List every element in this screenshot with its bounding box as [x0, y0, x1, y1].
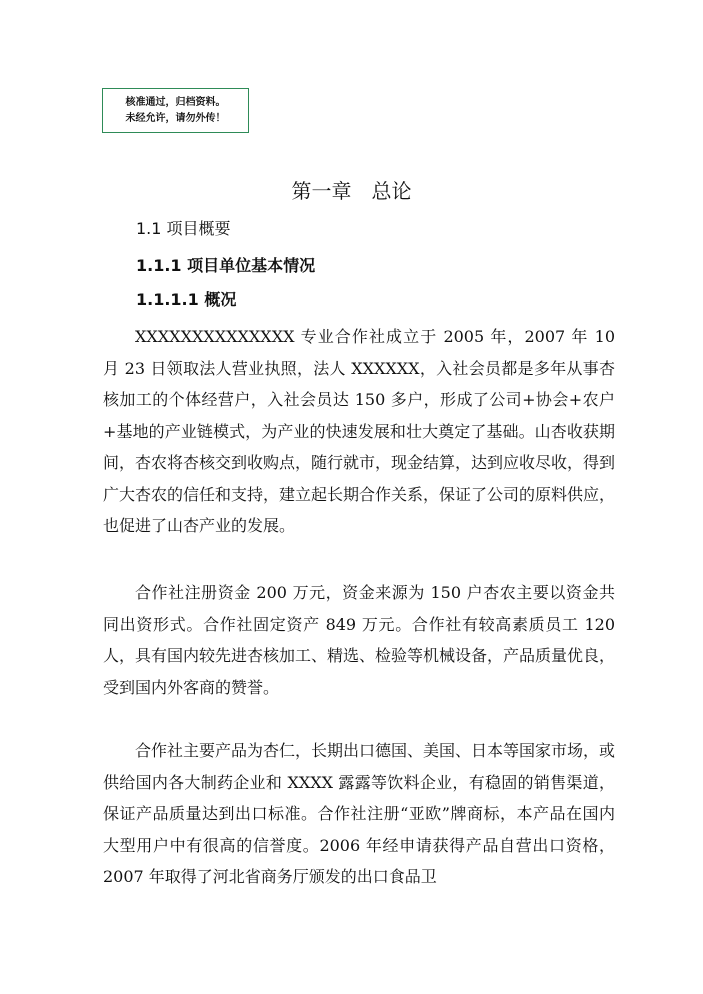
stamp-line-2: 未经允许，请勿外传！: [125, 113, 226, 124]
approval-stamp: [102, 88, 249, 133]
section-heading-1-1-1: 1.1.1 项目单位基本情况: [136, 256, 316, 275]
stamp-line-1: 核准通过，归档资料。: [125, 97, 226, 108]
paragraph-text: 合作社注册资金 200 万元，资金来源为 150 户杏农主要以资金共同出资形式。合作社固定资产 849 万元。合作社有较高素质员工 120 人，具有国内较先进杏核加工、精选、检验等机械设备，产品质量优良，受到国内外客商的赞誉。: [103, 583, 616, 697]
paragraph-text: 合作社主要产品为杏仁，长期出口德国、美国、日本等国家市场，或供给国内各大制药企业和 XXXX 露露等饮料企业，有稳固的销售渠道，保证产品质量达到出口标准。合作社注册“亚欧”牌商标，本产品在国内大型用户中有很高的信誉度。2006 年经申请获得产品自营出口资格，2007 年取得了河北省商务厅颁发的出口食品卫: [103, 741, 616, 886]
chapter-title: 第一章 总论: [291, 179, 412, 203]
section-heading-1-1: 1.1 项目概要: [136, 219, 231, 238]
paragraph-overview: [103, 321, 615, 542]
paragraph-products: [103, 735, 615, 893]
paragraph-capital: [103, 577, 615, 703]
section-heading-1-1-1-1: 1.1.1.1 概况: [136, 290, 237, 309]
paragraph-text: XXXXXXXXXXXXXX 专业合作社成立于 2005 年，2007 年 10 月 23 日领取法人营业执照，法人 XXXXXX，入社会员都是多年从事杏核加工的个体经营户，入社会员达 150 多户，形成了公司+协会+农户+基地的产业链模式，为产业的快速发展和壮大奠定了基础。山杏收获期间，杏农将杏核交到收购点，随行就市，现金结算，达到应收尽收，得到广大杏农的信任和支持，建立起长期合作关系，保证了公司的原料供应，也促进了山杏产业的发展。: [103, 327, 616, 535]
